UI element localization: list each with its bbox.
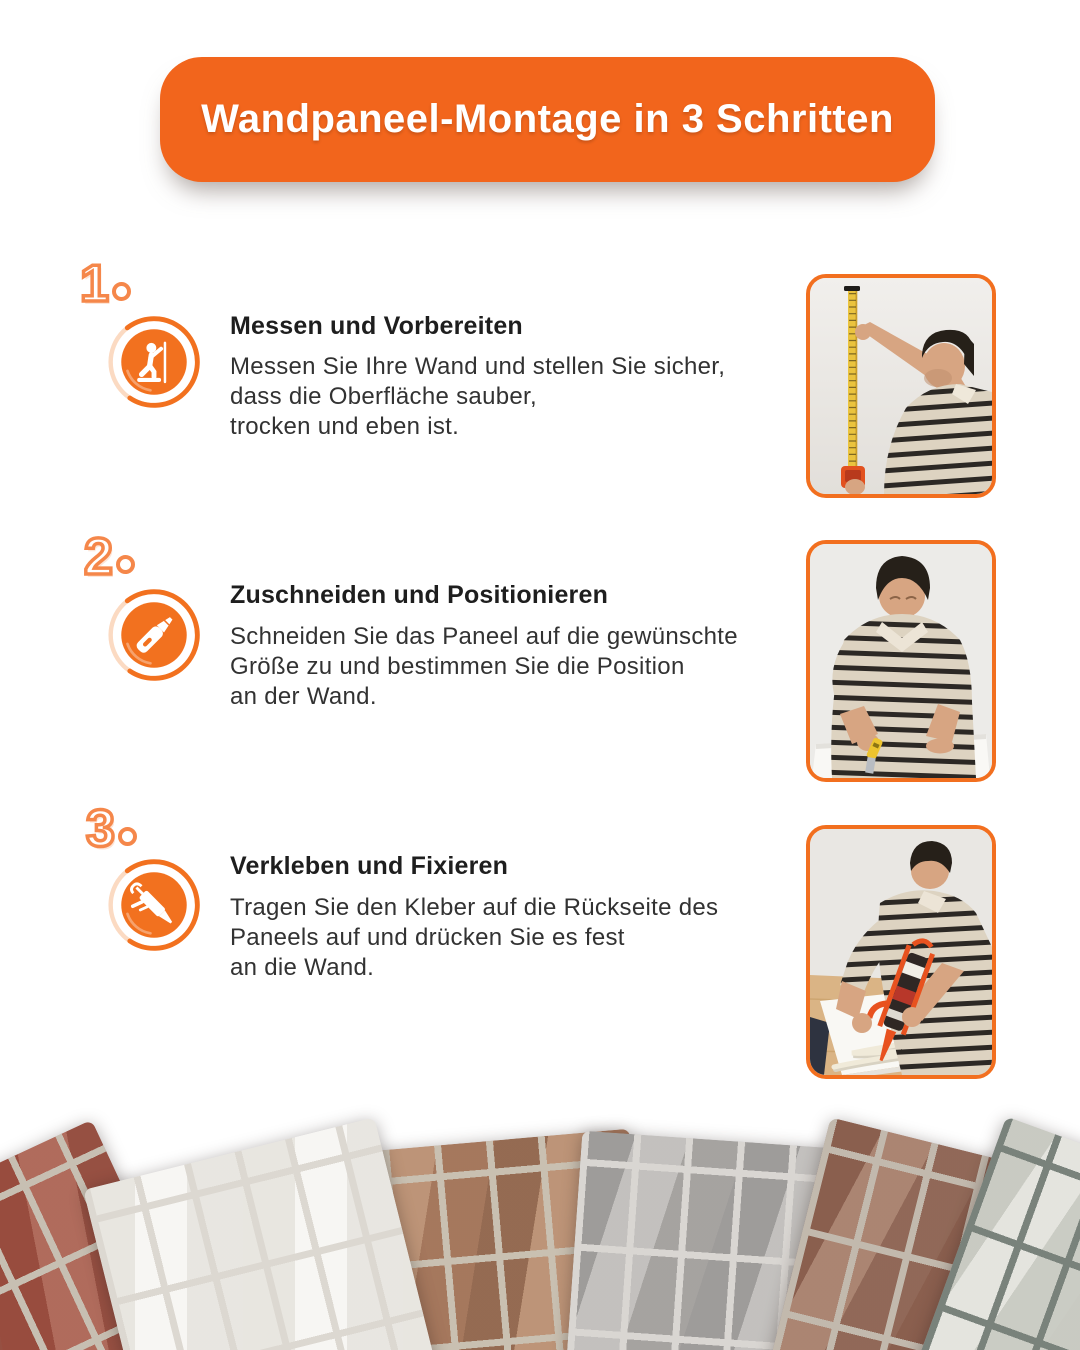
photo-cutting-illustration [810,544,992,778]
photo-gluing-illustration [810,829,992,1075]
title-banner [160,57,935,182]
brick-panel-sample-brown-red [719,1117,1080,1350]
brick-panel-sample-white [83,1117,485,1350]
text-line: dass die Oberfläche sauber, [230,383,537,410]
text-line: Messen Sie Ihre Wand und stellen Sie sicher, [230,353,726,380]
step-1-description [230,352,725,442]
text-line: Größe zu und bestimmen Sie die Position [230,653,685,680]
step-3-title: Verkleben und Fixieren [230,852,509,880]
brick-panel-sample-dark-red [0,1140,106,1350]
step-2-number: 2 [84,531,135,583]
brick-panel-sample-grey [550,1131,881,1350]
step-2-icon-badge [108,589,200,681]
brick-panel-sample-red [0,1120,286,1350]
number-dot-ornament [118,827,137,846]
step-1-icon-badge [108,316,200,408]
step-1-number: 1 [80,258,131,310]
step-1-title: Messen und Vorbereiten [230,312,523,340]
text-line: trocken und eben ist. [230,413,460,440]
number-dot-ornament [112,282,131,301]
step-3-description [230,893,718,983]
step-3-number: 3 [86,803,137,855]
page-title: Wandpaneel-Montage in 3 Schritten [201,97,894,141]
text-line: Schneiden Sie das Paneel auf die gewünschte [230,623,738,650]
step-2-description [230,622,738,712]
text-line: Paneels auf und drücken Sie es fest [230,924,625,951]
person-measuring-icon [108,316,200,408]
text-line: an der Wand. [230,683,377,710]
text-line: an die Wand. [230,954,375,981]
step-1-photo-measuring-wall [806,274,996,498]
text-line: Tragen Sie den Kleber auf die Rückseite des [230,894,719,921]
number-dot-ornament [116,555,135,574]
brick-panel-sample-beige-brown [330,1129,669,1350]
cutter-knife-icon [108,589,200,681]
step-2-photo-cutting-panel [806,540,996,782]
step-3-icon-badge [108,859,200,951]
photo-measuring-illustration [810,278,992,494]
brick-panel-sample-white-grey [849,1116,1080,1350]
step-2-title: Zuschneiden und Positionieren [230,581,609,609]
step-3-photo-applying-adhesive [806,825,996,1079]
caulking-gun-icon [108,859,200,951]
